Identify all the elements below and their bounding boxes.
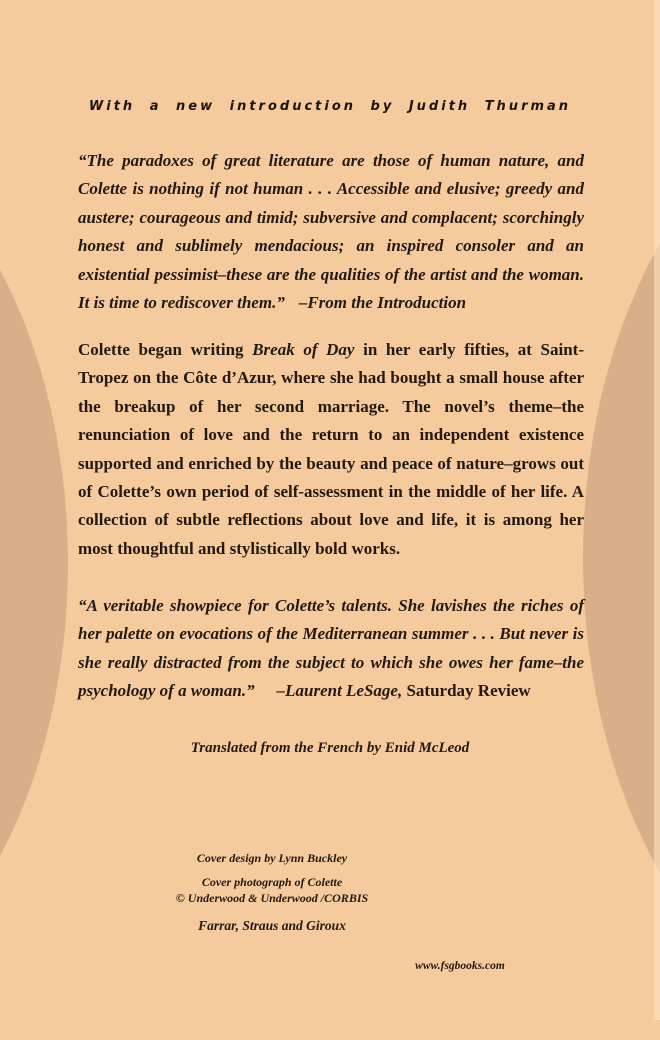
introduction-quote <box>78 147 584 317</box>
publisher-website: www.fsgbooks.com <box>415 960 505 972</box>
introduction-quote-attribution: –From the Introduction <box>298 293 467 313</box>
cover-photo-credit: Cover photograph of Colette <box>201 875 343 889</box>
review-attribution-name: –Laurent LeSage, <box>276 681 403 701</box>
photo-copyright-credit: © Underwood & Underwood /CORBIS <box>175 891 369 905</box>
review-attribution-source: Saturday Review <box>402 681 531 701</box>
translator-credit: Translated from the French by Enid McLeod <box>190 740 470 756</box>
cover-design-credit: Cover design by Lynn Buckley <box>196 851 348 865</box>
right-arc-shape <box>583 76 660 1040</box>
introduction-credit-header: With a new introduction by Judith Thurman <box>88 99 572 114</box>
publisher-name: Farrar, Straus and Giroux <box>198 918 346 933</box>
page-edge-highlight <box>654 0 660 1020</box>
review-quote-text: “A veritable showpiece for Colette’s talents. She lavishes the riches of her palette on evocations of the Mediterranean summer . . . But never is she really distracted from the subject to which she owes her fame–the psychology of a woman.” <box>78 596 584 701</box>
synopsis-paragraph: Colette began writing Break of Day in her early fifties, at Saint-Tropez on the Côte d’Azur, where she had bought a small house after the breakup of her second marriage. The novel’s theme–the renunciation of love and the return to an independent existence supported and enriched by the beauty and peace of nature–grows out of Colette’s own period of self-assessment in the middle of her life. A collection of subtle reflections about love and life, it is among her most thoughtful and stylistically bold works. <box>78 340 585 558</box>
credits-block <box>92 851 452 933</box>
review-quote <box>78 592 584 706</box>
left-arc-shape <box>0 102 68 1024</box>
introduction-quote-text: “The paradoxes of great literature are those of human nature, and Colette is nothing if not human . . . Accessible and elusive; greedy and austere; courageous and timid; subversive and complacent; scorchingly honest and sublimely mendacious; an inspired consoler and an existential pessimist–these are the qualities of the artist and the woman. It is time to rediscover them.” <box>78 151 584 313</box>
